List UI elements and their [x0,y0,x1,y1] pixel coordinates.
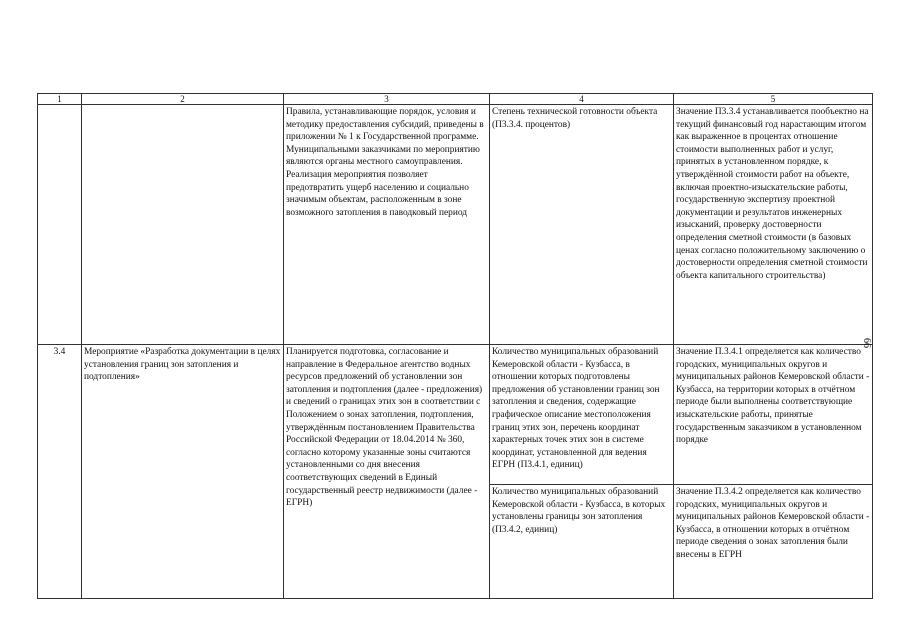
table-row [38,105,873,345]
row-number-cell [38,105,82,345]
indicator-cell: Количество муниципальных образований Кемеровской области - Кузбасса, в которых установлены границы зон затопления (П3.4.2, единиц) [490,485,674,599]
measure-description-cell [284,105,490,345]
column-number: 3 [284,94,490,105]
description-paragraph: Реализация мероприятия позволяет предотвратить ущерб населению и социально значимым объектам, расположенным в зоне возможного затопления в паводковый период [286,169,469,218]
measure-description-cell: Планируется подготовка, согласование и направление в Федеральное агентство водных ресурсов предложений об установлении зон затопления и подтопления (далее - предложения) и сведений о границах этих зон в соответствии с Положением о зонах затопления, подтопления, утверждённым постановлением Правительства Российской Федерации от 18.04.2014 № 360, согласно которому указанные зоны считаются установленными со дня внесения соответствующих сведений в Единый государственный реестр недвижимости (далее - ЕГРН) [284,345,490,599]
table-row [38,345,873,485]
column-number: 2 [82,94,284,105]
column-number: 1 [38,94,82,105]
indicator-method-cell: Значение П3.3.4 устанавливается пообъектно на текущий финансовый год нарастающим итогом как выраженное в процентах отношение стоимости выполненных работ и услуг, принятых в установленном порядке, к утверждённой стоимости работ на объекте, включая проектно-изыскательские работы, государственную экспертизу проектной документации и результатов инженерных изысканий, проверку достоверности определения сметной стоимости (в базовых ценах согласно положительному заключению о достоверности определения сметной стоимости объекта капитального строительства) [674,105,873,345]
measure-name-cell [82,105,284,345]
column-number: 5 [674,94,873,105]
column-number-row [38,94,873,105]
column-number: 4 [490,94,674,105]
indicator-method-cell: Значение П.3.4.1 определяется как количество городских, муниципальных округов и муниципальных районов Кемеровской области - Кузбасса, на территории которых в отчётном периоде были выполнены соответствующие изыскательские работы, принятые государственным заказчиком в установленном порядке [674,345,873,485]
page-number: 66 [861,338,872,348]
measure-name-cell: Мероприятие «Разработка документации в целях установления границ зон затопления и подтопления» [82,345,284,599]
indicator-cell: Количество муниципальных образований Кемеровской области - Кузбасса, в отношении которых подготовлены предложения об установлении границ зон затопления и сведения, содержащие графическое описание местоположения границ этих зон, перечень координат характерных точек этих зон в системе координат, установленной для ведения ЕГРН (П3.4.1, единиц) [490,345,674,485]
description-paragraph: Муниципальными заказчиками по мероприятию являются органы местного самоуправления. [286,144,480,168]
indicator-method-cell: Значение П.3.4.2 определяется как количество городских, муниципальных округов и муниципальных районов Кемеровской области - Кузбасса, в отношении которых в отчётном периоде сведения о зонах затопления были внесены в ЕГРН [674,485,873,599]
row-number-cell: 3.4 [38,345,82,599]
indicator-cell: Степень технической готовности объекта (П3.3.4. процентов) [490,105,674,345]
description-paragraph: Правила, устанавливающие порядок, условия и методику предоставления субсидий, приведены в приложении № 1 к Государственной программе. [286,107,484,143]
program-table [37,93,873,599]
